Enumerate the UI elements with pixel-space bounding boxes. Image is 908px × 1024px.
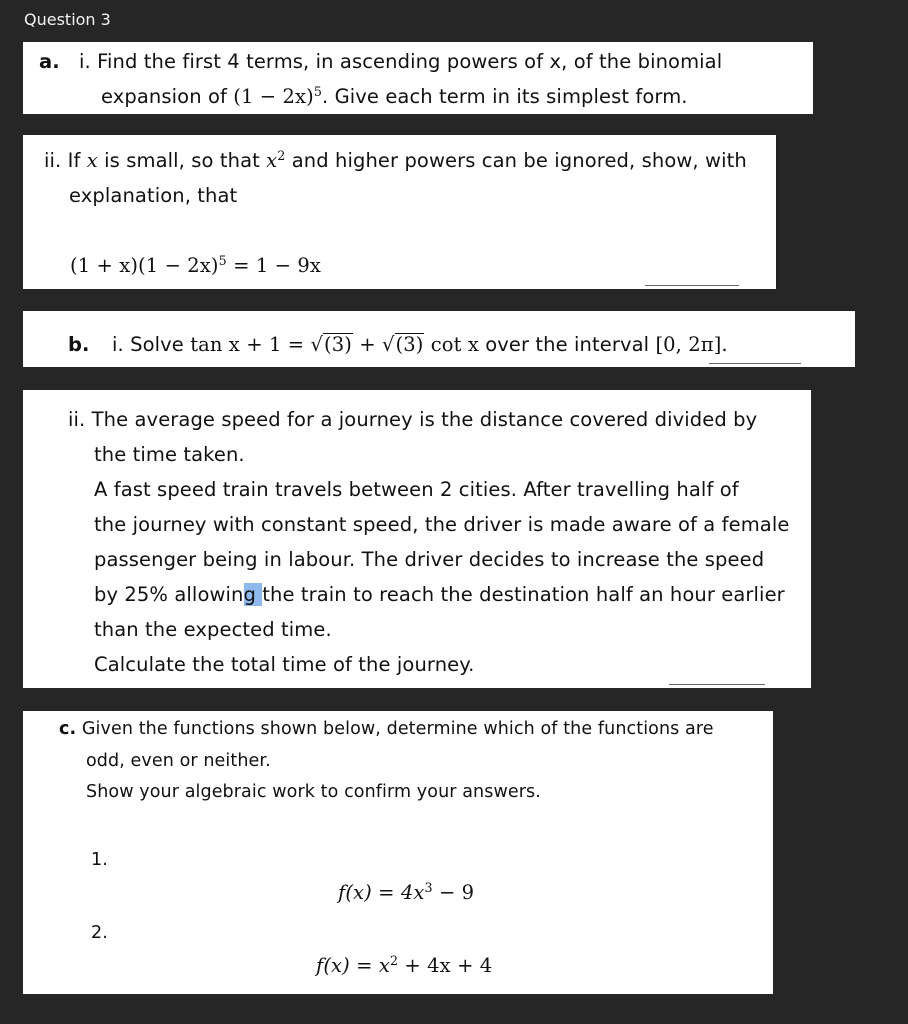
sqrt-sign-1: √ [310, 333, 324, 356]
part-c-label: c. [59, 719, 77, 739]
part-a-ii-panel [23, 135, 779, 289]
part-a-ii-eq-rhs: = 1 − 9x [226, 254, 321, 277]
part-a-label: a. [39, 50, 60, 73]
part-b-i-line [112, 333, 728, 356]
part-b-i-suffix: over the interval [478, 333, 656, 356]
part-a-i-panel [23, 42, 813, 114]
part-b-ii-line4: the journey with constant speed, the driver is made aware of a female [94, 513, 790, 536]
part-c-item1-exp: 3 [424, 880, 433, 896]
part-b-i-prefix: i. Solve [112, 333, 191, 356]
part-a-i-line2-suffix: . Give each term in its simplest form. [321, 85, 688, 108]
part-b-ii-line2: the time taken. [94, 443, 245, 466]
part-c-item1-equation [338, 881, 474, 904]
part-b-i-interval: [0, 2π]. [655, 333, 728, 356]
part-a-ii-eq-lhs: (1 + x)(1 − 2x) [70, 254, 219, 277]
part-c-item1-number: 1. [91, 850, 108, 870]
question-title: Question 3 [24, 10, 111, 29]
marks-fragment [669, 684, 765, 691]
part-a-ii-x2-exp: 2 [277, 148, 286, 164]
part-a-ii-line1-suffix: and higher powers can be ignored, show, with [285, 149, 747, 172]
marks-fragment [709, 363, 801, 370]
part-c-line1 [59, 719, 714, 739]
part-b-ii-line8: Calculate the total time of the journey. [94, 653, 475, 676]
part-b-ii-line1: ii. The average speed for a journey is the distance covered divided by [68, 408, 758, 431]
part-b-ii-panel [23, 390, 811, 688]
part-c-item2-eq: f(x) = x [316, 954, 390, 977]
part-c-item1-eq: f(x) = 4x [338, 881, 425, 904]
part-a-i-line1: i. Find the first 4 terms, in ascending powers of x, of the binomial [79, 50, 723, 73]
part-a-ii-eq-exp: 5 [218, 253, 227, 269]
part-b-ii-line6-a: by 25% allowin [94, 583, 244, 606]
part-c-item2-equation [316, 954, 492, 977]
part-c-panel [23, 711, 773, 994]
part-b-ii-line3: A fast speed train travels between 2 cities. After travelling half of [94, 478, 739, 501]
part-b-ii-line6-b: the train to reach the destination half an hour earlier [262, 583, 785, 606]
part-a-ii-line1-prefix: ii. If [44, 149, 87, 172]
part-c-line1-text: Given the functions shown below, determine which of the functions are [76, 719, 714, 739]
part-b-ii-line7: than the expected time. [94, 618, 332, 641]
part-a-i-exp: 5 [313, 84, 322, 100]
part-b-i-sqrt-1: (3) [324, 333, 352, 356]
part-c-line3: Show your algebraic work to confirm your answers. [86, 782, 541, 802]
marks-fragment [645, 285, 739, 292]
part-a-i-line2-prefix: expansion of [101, 85, 234, 108]
part-b-i-eq-3: cot x [424, 333, 479, 356]
part-c-line2: odd, even or neither. [86, 751, 271, 771]
part-a-ii-line2: explanation, that [69, 184, 238, 207]
part-a-ii-line1-mid: is small, so that [97, 149, 267, 172]
part-c-item2-exp: 2 [389, 953, 399, 969]
part-a-ii-line1 [44, 149, 747, 172]
sqrt-sign-2: √ [381, 333, 395, 356]
part-c-item2-number: 2. [91, 923, 108, 943]
part-a-ii-x2: x [266, 149, 278, 172]
part-c-item2-tail: + 4x + 4 [398, 954, 493, 977]
part-b-ii-line5: passenger being in labour. The driver decides to increase the speed [94, 548, 765, 571]
part-b-i-panel [23, 311, 855, 367]
part-b-i-eq-1: tan x + 1 = [190, 333, 311, 356]
part-b-i-sqrt-2: (3) [395, 333, 424, 356]
part-b-i-eq-2: + [352, 333, 382, 356]
part-b-label: b. [68, 333, 90, 356]
part-a-i-expr: (1 − 2x) [233, 85, 314, 108]
part-a-ii-x: x [86, 149, 98, 172]
part-b-ii-line6 [94, 583, 785, 606]
part-c-item1-tail: − 9 [432, 881, 475, 904]
text-selection[interactable]: g [243, 583, 263, 606]
part-a-i-line2 [101, 85, 688, 108]
part-a-ii-equation [70, 254, 321, 277]
